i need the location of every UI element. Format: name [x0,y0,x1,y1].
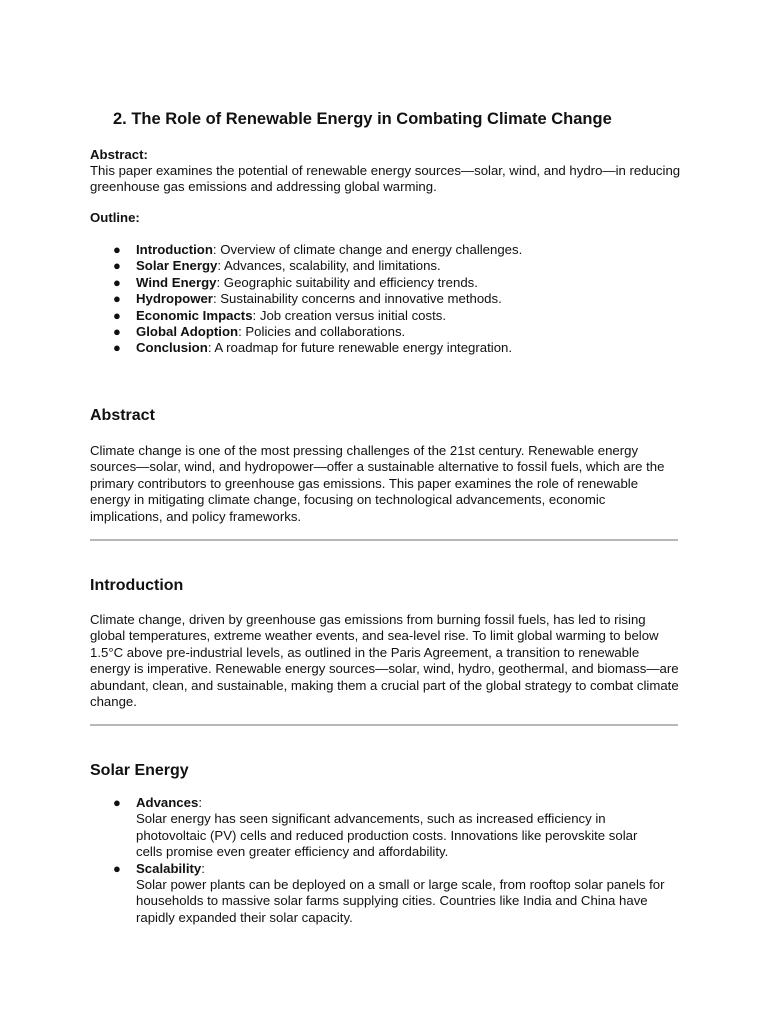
section-divider [90,539,678,541]
outline-item [90,340,690,356]
bullet-icon: ● [113,795,121,810]
solar-item-term: Advances [136,795,199,810]
solar-item-colon: : [201,860,205,876]
outline-item [90,291,690,307]
outline-item [90,324,690,340]
outline-item [90,242,690,258]
outline-desc: : Overview of climate change and energy challenges. [212,242,523,257]
abstract-text: Climate change is one of the most pressing challenges of the 21st century. Renewable energy sources—solar, wind, and hydropower—offer a sustainable alternative to fossil fuels, which are the primary contributors to greenhouse gas emissions. This paper examines the role of renewable energy in mitigating climate change, focusing on technological advancements, economic implications, and policy frameworks. [90,443,665,524]
introduction-text: Climate change, driven by greenhouse gas emissions from burning fossil fuels, has led to rising global temperatures, extreme weather events, and sea-level rise. To limit global warming to below 1.5°C above pre-industrial levels, as outlined in the Paris Agreement, a transition to renewable energy is imperative. Renewable energy sources—solar, wind, hydro, geothermal, and biomass—are abundant, clean, and sustainable, making them a crucial part of the global strategy to combat climate change. [90,612,679,710]
bullet-icon: ● [113,242,121,257]
document-title: 2. The Role of Renewable Energy in Combating Climate Change [113,110,612,128]
bullet-icon: ● [113,307,121,323]
outline-term: Global Adoption [136,323,239,339]
outline-desc: : Advances, scalability, and limitations. [217,258,441,274]
outline-item [90,258,690,274]
bullet-icon: ● [113,340,121,356]
solar-item-text: Solar power plants can be deployed on a small or large scale, from rooftop solar panels for households to massive solar farms supplying cities. Countries like India and China have rapidly expanded their solar capacity. [136,877,665,925]
solar-item-colon: : [198,795,202,810]
section-divider [90,724,678,726]
bullet-icon: ● [113,860,121,876]
outline-item [90,308,690,324]
solar-item-advances [90,795,690,861]
introduction-heading: Introduction [90,577,184,594]
solar-heading: Solar Energy [90,762,189,779]
summary-label: Abstract: [90,147,148,162]
outline-term: Conclusion [136,340,208,356]
outline-desc: : Job creation versus initial costs. [252,307,447,323]
bullet-icon: ● [113,258,121,274]
outline-desc: : Policies and collaborations. [238,323,406,339]
outline-term: Solar Energy [136,258,218,274]
outline-term: Introduction [136,242,213,257]
outline-list [90,242,690,357]
outline-desc: : A roadmap for future renewable energy integration. [207,340,513,356]
solar-item-scalability [90,861,690,927]
summary-text: This paper examines the potential of renewable energy sources—solar, wind, and hydro—in reducing greenhouse gas emissions and addressing global warming. [90,163,681,195]
outline-term: Wind Energy [136,274,217,290]
bullet-icon: ● [113,291,121,307]
outline-label: Outline: [90,210,140,225]
outline-term: Economic Impacts [136,307,253,323]
solar-item-text: Solar energy has seen significant advancements, such as increased efficiency in photovoltaic (PV) cells and reduced production costs. Innovations like perovskite solar cells promise even greater efficiency and affordability. [136,811,638,860]
outline-term: Hydropower [136,291,213,307]
abstract-heading: Abstract [90,407,155,424]
solar-list [90,795,690,926]
outline-desc: : Sustainability concerns and innovative methods. [212,291,502,307]
bullet-icon: ● [113,274,121,290]
outline-desc: : Geographic suitability and efficiency trends. [216,274,478,290]
solar-item-term: Scalability [136,860,202,876]
bullet-icon: ● [113,323,121,339]
outline-item [90,275,690,291]
